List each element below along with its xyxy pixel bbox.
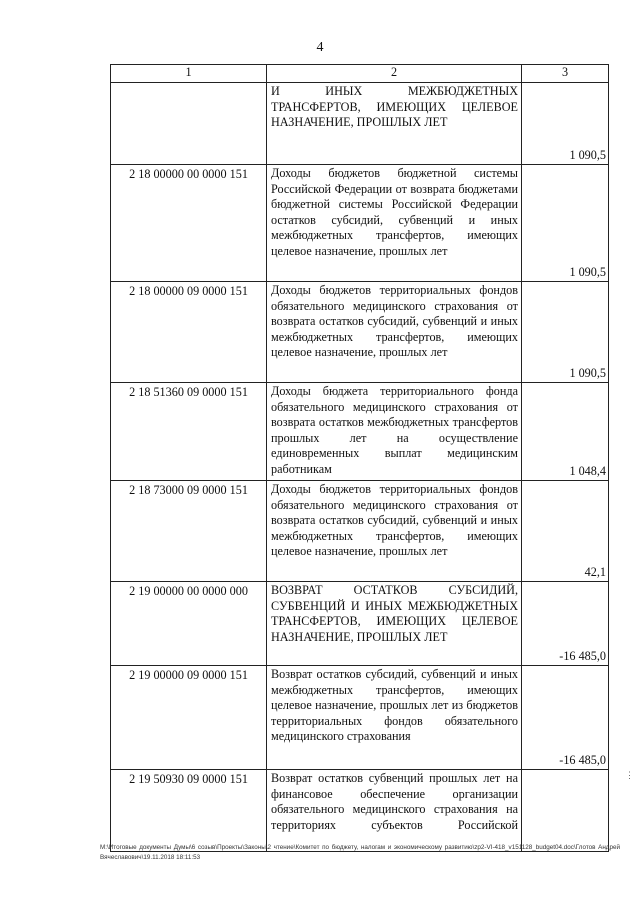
row-code: 2 18 00000 09 0000 151 <box>111 282 267 383</box>
row-amount: 1 048,4 <box>522 383 609 481</box>
row-amount: 42,1 <box>522 481 609 582</box>
row-amount: -16 485,0 <box>522 666 609 770</box>
table-row <box>111 282 609 383</box>
row-code: 2 19 50930 09 0000 151 <box>111 770 267 852</box>
table-row <box>111 666 609 770</box>
row-description: Доходы бюджетов территориальных фондов обязательного медицинского страхования от возврата остатков субсидий, субвенций и иных межбюджетных трансфертов, имеющих целевое назначение, прошлых лет <box>267 282 522 383</box>
column-header-name: 2 <box>267 65 522 83</box>
row-description: Возврат остатков субсидий, субвенций и иных межбюджетных трансфертов, имеющих целевое назначение, прошлых лет из бюджетов территориальных фондов обязательного медицинского страхования <box>267 666 522 770</box>
column-header-code: 1 <box>111 65 267 83</box>
table-row <box>111 165 609 282</box>
row-code: 2 18 00000 00 0000 151 <box>111 165 267 282</box>
row-amount: 1 090,5 <box>522 165 609 282</box>
document-file-path-footer: M:\Итоговые документы Думы\6 созыв\Проекты\Законы\2 чтение\Комитет по бюджету, налогам и экономическому развитию\zp2-VI-418_v151128_budget04.doc\Глотов Андрей Вячеславович\19.11.2018 18:11:53 <box>100 844 620 861</box>
row-amount: 1 090,5 <box>522 282 609 383</box>
column-header-amount: 3 <box>522 65 609 83</box>
row-code: 2 18 73000 09 0000 151 <box>111 481 267 582</box>
row-description: И ИНЫХ МЕЖБЮДЖЕТНЫХ ТРАНСФЕРТОВ, ИМЕЮЩИХ ЦЕЛЕВОЕ НАЗНАЧЕНИЕ, ПРОШЛЫХ ЛЕТ <box>267 83 522 165</box>
row-amount: 1 090,5 <box>522 83 609 165</box>
table-row <box>111 83 609 165</box>
row-description: ВОЗВРАТ ОСТАТКОВ СУБСИДИЙ, СУБВЕНЦИЙ И ИНЫХ МЕЖБЮДЖЕТНЫХ ТРАНСФЕРТОВ, ИМЕЮЩИХ ЦЕЛЕВОЕ НАЗНАЧЕНИЕ, ПРОШЛЫХ ЛЕТ <box>267 582 522 666</box>
row-description: Доходы бюджетов территориальных фондов обязательного медицинского страхования от возврата остатков субсидий, субвенций и иных межбюджетных трансфертов, имеющих целевое назначение, прошлых лет <box>267 481 522 582</box>
row-code: 2 19 00000 09 0000 151 <box>111 666 267 770</box>
budget-revenue-table <box>110 64 609 852</box>
table-row <box>111 770 609 852</box>
table-row <box>111 383 609 481</box>
table-row <box>111 582 609 666</box>
row-description: Доходы бюджетов бюджетной системы Российской Федерации от возврата бюджетами бюджетной системы Российской Федерации остатков субсидий, субвенций и иных межбюджетных трансфертов, имеющих целевое назначение, прошлых лет <box>267 165 522 282</box>
row-code: 2 18 51360 09 0000 151 <box>111 383 267 481</box>
page-number: 4 <box>316 40 324 55</box>
row-code <box>111 83 267 165</box>
table-row <box>111 481 609 582</box>
row-description: Доходы бюджета территориального фонда обязательного медицинского страхования от возврата остатков межбюджетных трансфертов прошлых лет на осуществление единовременных выплат медицинским работникам <box>267 383 522 481</box>
row-amount <box>522 770 609 852</box>
row-description: Возврат остатков субвенций прошлых лет на финансовое обеспечение организации обязательного медицинского страхования на территориях субъектов Российской <box>267 770 522 852</box>
scan-edge-mark: ⋮ <box>625 770 634 780</box>
row-amount: -16 485,0 <box>522 582 609 666</box>
row-code: 2 19 00000 00 0000 000 <box>111 582 267 666</box>
table-header-row <box>111 65 609 83</box>
